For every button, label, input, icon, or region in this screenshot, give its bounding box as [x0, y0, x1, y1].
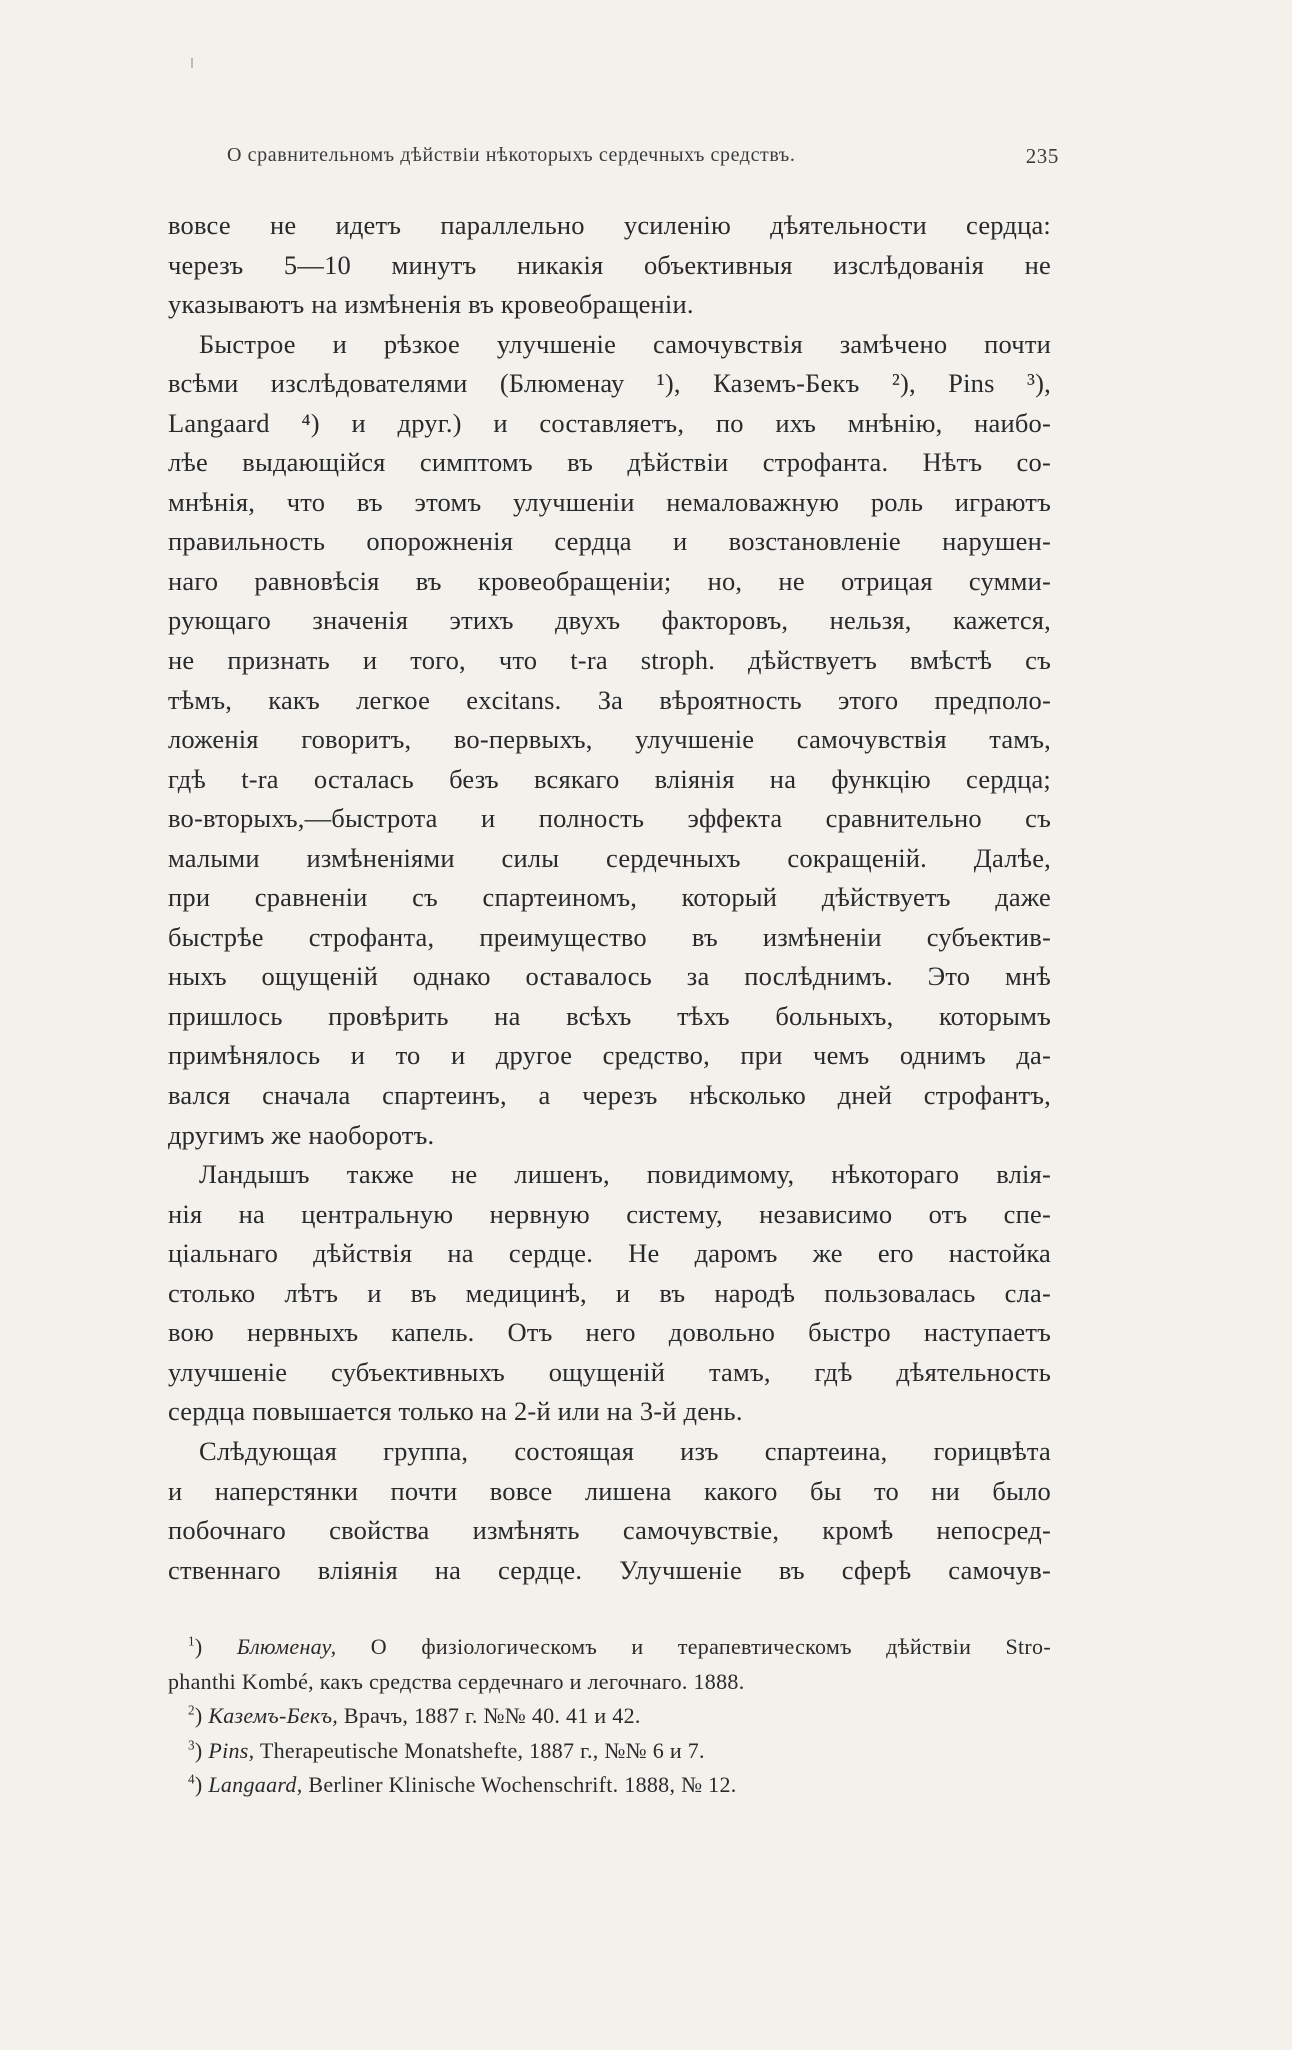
footnotes	[168, 1630, 1051, 1803]
footnote-text: О физіологическомъ и терапевтическомъ дѣйствіи Stro-	[370, 1634, 1051, 1659]
text-line: ложенія говоритъ, во-первыхъ, улучшеніе самочувствія тамъ,	[168, 724, 1051, 755]
text-line: вовсе не идетъ параллельно усиленію дѣятельности сердца:	[168, 210, 1051, 240]
footnote-text: Врачъ, 1887 г. №№ 40. 41 и 42.	[343, 1703, 641, 1728]
footnote	[168, 1768, 1051, 1803]
text-line: сердца повышается только на 2-й или на 3-й день.	[168, 1396, 743, 1427]
footnote-author: Pins,	[208, 1737, 255, 1763]
text-line: Langaard ⁴) и друг.) и составляетъ, по ихъ мнѣнію, наибо-	[168, 407, 1051, 438]
running-title: О сравнительномъ дѣйствіи нѣкоторыхъ сердечныхъ средствъ.	[227, 144, 796, 166]
paragraph	[168, 1432, 1051, 1590]
text-line: гдѣ t-ra осталась безъ всякаго вліянія на функцію сердца;	[168, 763, 1051, 794]
text-line: Слѣдующая группа, состоящая изъ спартеина, горицвѣта	[199, 1435, 1051, 1466]
footnote-line: $^3$) Pins, Therapeutische Monatshefte, 1887 г., №№ 6 и 7.	[188, 1737, 705, 1763]
text-line: и наперстянки почти вовсе лишена какого бы то ни было	[168, 1475, 1051, 1506]
text-line: указываютъ на измѣненія въ кровеобращеніи.	[168, 289, 694, 320]
text-line: Быстрое и рѣзкое улучшеніе самочувствія замѣчено почти	[199, 328, 1051, 359]
footnote-mark: 4	[188, 1771, 195, 1787]
text-line: не признать и того, что t-ra stroph. дѣйствуетъ вмѣстѣ съ	[168, 645, 1051, 676]
footnote-author: Каземъ-Бекъ,	[208, 1703, 339, 1728]
text-line: ціальнаго дѣйствія на сердце. Не даромъ же его настойка	[168, 1238, 1051, 1269]
text-line: мнѣнія, что въ этомъ улучшеніи немаловажную роль играютъ	[168, 486, 1051, 517]
text-line: наго равновѣсія въ кровеобращеніи; но, не отрицая сумми-	[168, 565, 1051, 596]
footnote-line: $^4$) Langaard, Berliner Klinische Wochenschrift. 1888, № 12.	[188, 1771, 737, 1797]
text-line: рующаго значенія этихъ двухъ факторовъ, нельзя, кажется,	[168, 605, 1051, 636]
page-number: 235	[1025, 144, 1059, 168]
text-line: другимъ же наоборотъ.	[168, 1119, 435, 1150]
main-text	[168, 206, 1051, 1590]
footnote-author: Langaard,	[208, 1772, 303, 1797]
text-line: во-вторыхъ,—быстрота и полность эффекта сравнительно съ	[168, 803, 1051, 834]
text-line: лѣе выдающійся симптомъ въ дѣйствіи строфанта. Нѣтъ со-	[168, 447, 1051, 478]
text-line: тѣмъ, какъ легкое excitans. За вѣроятность этого предполо-	[168, 684, 1051, 715]
footnote	[168, 1630, 1051, 1699]
text-line: улучшеніе субъективныхъ ощущеній тамъ, гдѣ дѣятельность	[168, 1356, 1051, 1387]
footnote-text: Berliner Klinische Wochenschrift. 1888, № 12.	[308, 1772, 737, 1797]
footnote-mark: 1	[188, 1633, 195, 1649]
text-line: вою нервныхъ капель. Отъ него довольно быстро наступаетъ	[168, 1317, 1051, 1348]
paragraph	[168, 325, 1051, 1155]
text-line: примѣнялось и то и другое средство, при чемъ однимъ да-	[168, 1040, 1051, 1071]
footnote	[168, 1734, 1051, 1769]
text-line: черезъ 5—10 минутъ никакія объективныя изслѣдованія не	[168, 249, 1051, 280]
text-line: правильность опорожненія сердца и возстановленіе нарушен-	[168, 526, 1051, 557]
text-line: Ландышъ также не лишенъ, повидимому, нѣкотораго влія-	[199, 1159, 1051, 1190]
page-mark	[191, 58, 193, 68]
text-line: всѣми изслѣдователями (Блюменау ¹), Каземъ-Бекъ ²), Pins ³),	[168, 368, 1051, 399]
footnote-mark: 2	[188, 1702, 195, 1718]
text-line: столько лѣтъ и въ медицинѣ, и въ народѣ пользовалась сла-	[168, 1277, 1051, 1308]
footnote-mark: 3	[188, 1737, 195, 1753]
running-header	[227, 140, 1061, 172]
footnote-text: Therapeutische Monatshefte, 1887 г., №№ 6 и 7.	[259, 1737, 705, 1763]
text-line: ственнаго вліянія на сердце. Улучшеніе въ сферѣ самочув-	[168, 1554, 1051, 1585]
footnote-author: Блюменау,	[236, 1634, 337, 1659]
text-line: пришлось провѣрить на всѣхъ тѣхъ больныхъ, которымъ	[168, 1000, 1051, 1031]
text-line: быстрѣе строфанта, преимущество въ измѣненіи субъектив-	[168, 921, 1051, 952]
footnote-line: $^2$) Каземъ-Бекъ, Врачъ, 1887 г. №№ 40. 41 и 42.	[188, 1702, 641, 1728]
paragraph	[168, 1155, 1051, 1432]
text-line: вался сначала спартеинъ, а черезъ нѣсколько дней строфантъ,	[168, 1080, 1051, 1111]
footnote-line: phanthi Kombé, какъ средства сердечнаго и легочнаго. 1888.	[168, 1668, 745, 1694]
footnote	[168, 1699, 1051, 1734]
text-line: малыми измѣненіями силы сердечныхъ сокращеній. Далѣе,	[168, 842, 1051, 873]
text-line: нія на центральную нервную систему, независимо отъ спе-	[168, 1198, 1051, 1229]
paragraph	[168, 206, 1051, 325]
text-line: ныхъ ощущеній однако оставалось за послѣднимъ. Это мнѣ	[168, 961, 1051, 992]
text-line: побочнаго свойства измѣнять самочувствіе, кромѣ непосред-	[168, 1515, 1051, 1546]
footnote-line: $^1$) Блюменау, О физіологическомъ и терапевтическомъ дѣйствіи Stro-	[188, 1633, 1051, 1659]
text-line: при сравненіи съ спартеиномъ, который дѣйствуетъ даже	[168, 882, 1051, 913]
